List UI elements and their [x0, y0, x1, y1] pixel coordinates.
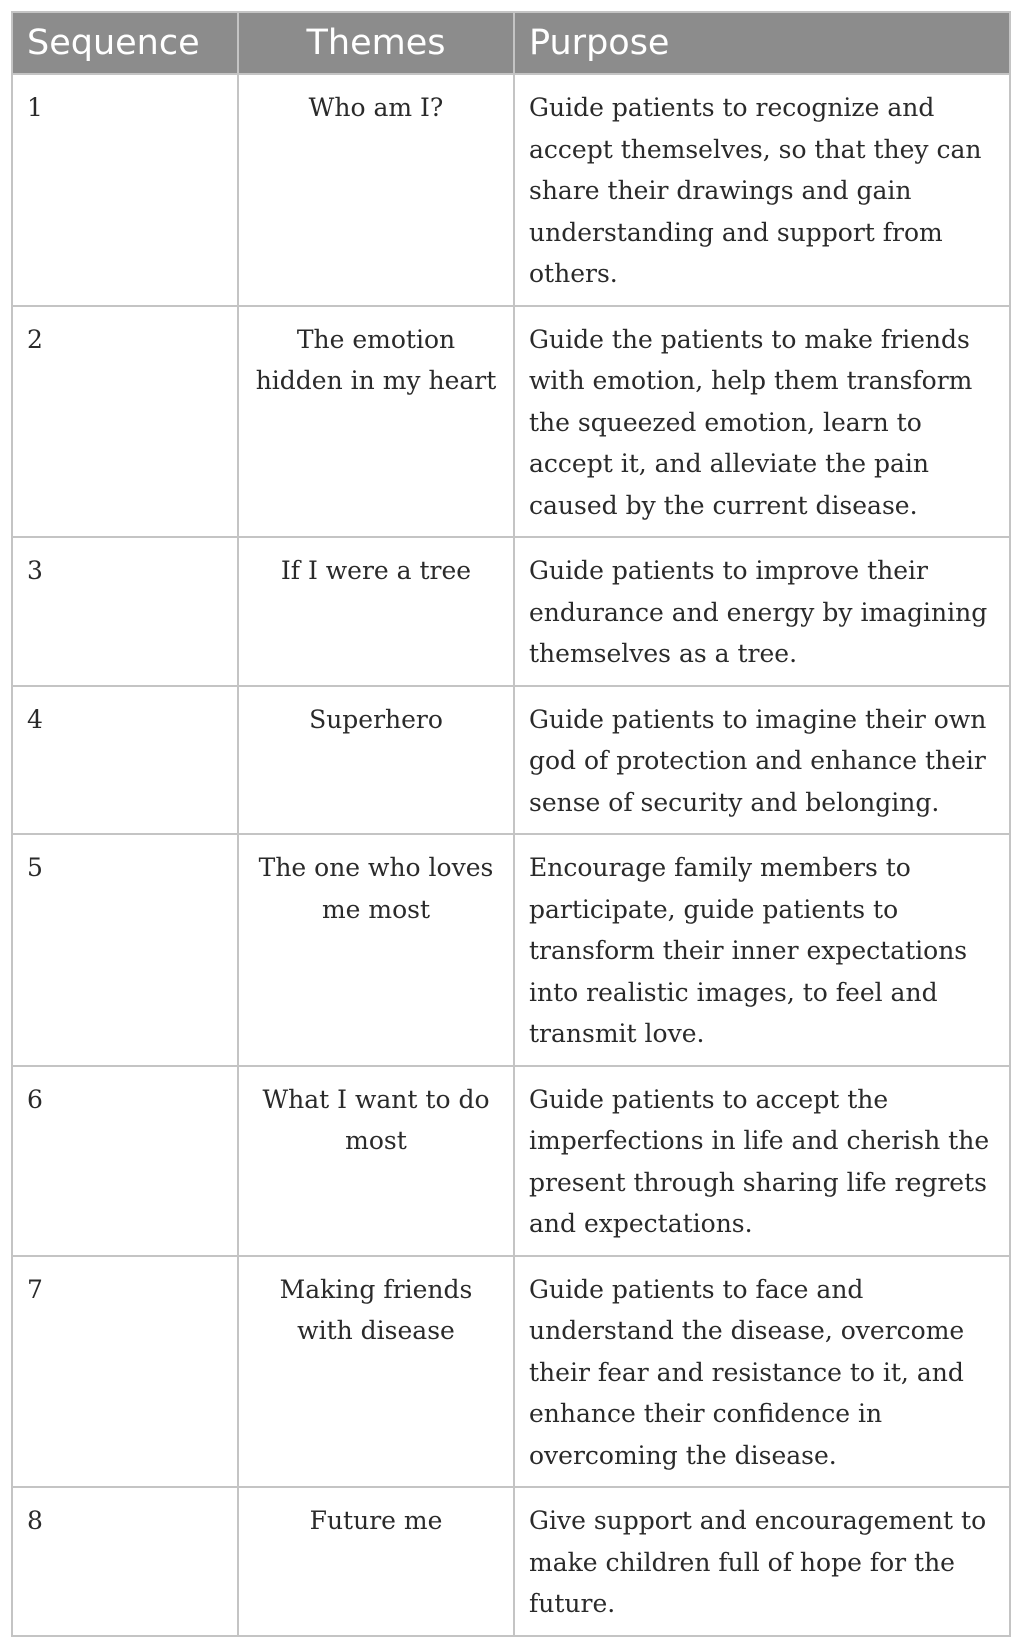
table-row: [12, 74, 1010, 306]
table-header: [12, 12, 1010, 74]
cell-sequence: 3: [12, 537, 238, 686]
cell-sequence: 1: [12, 74, 238, 306]
cell-theme: Making friends with disease: [238, 1256, 514, 1488]
cell-theme: The one who loves me most: [238, 834, 514, 1066]
cell-purpose: Guide patients to recognize and accept themselves, so that they can share their drawings and gain understanding and support from others.: [514, 74, 1010, 306]
cell-sequence: 4: [12, 686, 238, 835]
cell-theme: What I want to do most: [238, 1066, 514, 1256]
cell-sequence: 6: [12, 1066, 238, 1256]
table-row: [12, 1066, 1010, 1256]
table-row: [12, 686, 1010, 835]
cell-sequence: 2: [12, 306, 238, 538]
cell-purpose: Guide patients to imagine their own god of protection and enhance their sense of security and belonging.: [514, 686, 1010, 835]
cell-theme: If I were a tree: [238, 537, 514, 686]
cell-theme: Who am I?: [238, 74, 514, 306]
themes-table-container: [11, 11, 1009, 1637]
cell-sequence: 5: [12, 834, 238, 1066]
header-row: [12, 12, 1010, 74]
table-body: [12, 74, 1010, 1636]
header-sequence: Sequence: [12, 12, 238, 74]
table-row: [12, 834, 1010, 1066]
cell-sequence: 8: [12, 1487, 238, 1636]
cell-purpose: Encourage family members to participate, guide patients to transform their inner expectations into realistic images, to feel and transmit love.: [514, 834, 1010, 1066]
cell-purpose: Give support and encouragement to make children full of hope for the future.: [514, 1487, 1010, 1636]
cell-theme: The emotion hidden in my heart: [238, 306, 514, 538]
table-row: [12, 1487, 1010, 1636]
cell-sequence: 7: [12, 1256, 238, 1488]
cell-purpose: Guide patients to improve their endurance and energy by imagining themselves as a tree.: [514, 537, 1010, 686]
cell-theme: Future me: [238, 1487, 514, 1636]
table-row: [12, 537, 1010, 686]
table-row: [12, 306, 1010, 538]
table-row: [12, 1256, 1010, 1488]
header-themes: Themes: [238, 12, 514, 74]
themes-table: [11, 11, 1011, 1637]
cell-purpose: Guide patients to face and understand the disease, overcome their fear and resistance to it, and enhance their confidence in overcoming the disease.: [514, 1256, 1010, 1488]
cell-purpose: Guide the patients to make friends with emotion, help them transform the squeezed emotion, learn to accept it, and alleviate the pain caused by the current disease.: [514, 306, 1010, 538]
cell-purpose: Guide patients to accept the imperfections in life and cherish the present through sharing life regrets and expectations.: [514, 1066, 1010, 1256]
cell-theme: Superhero: [238, 686, 514, 835]
header-purpose: Purpose: [514, 12, 1010, 74]
